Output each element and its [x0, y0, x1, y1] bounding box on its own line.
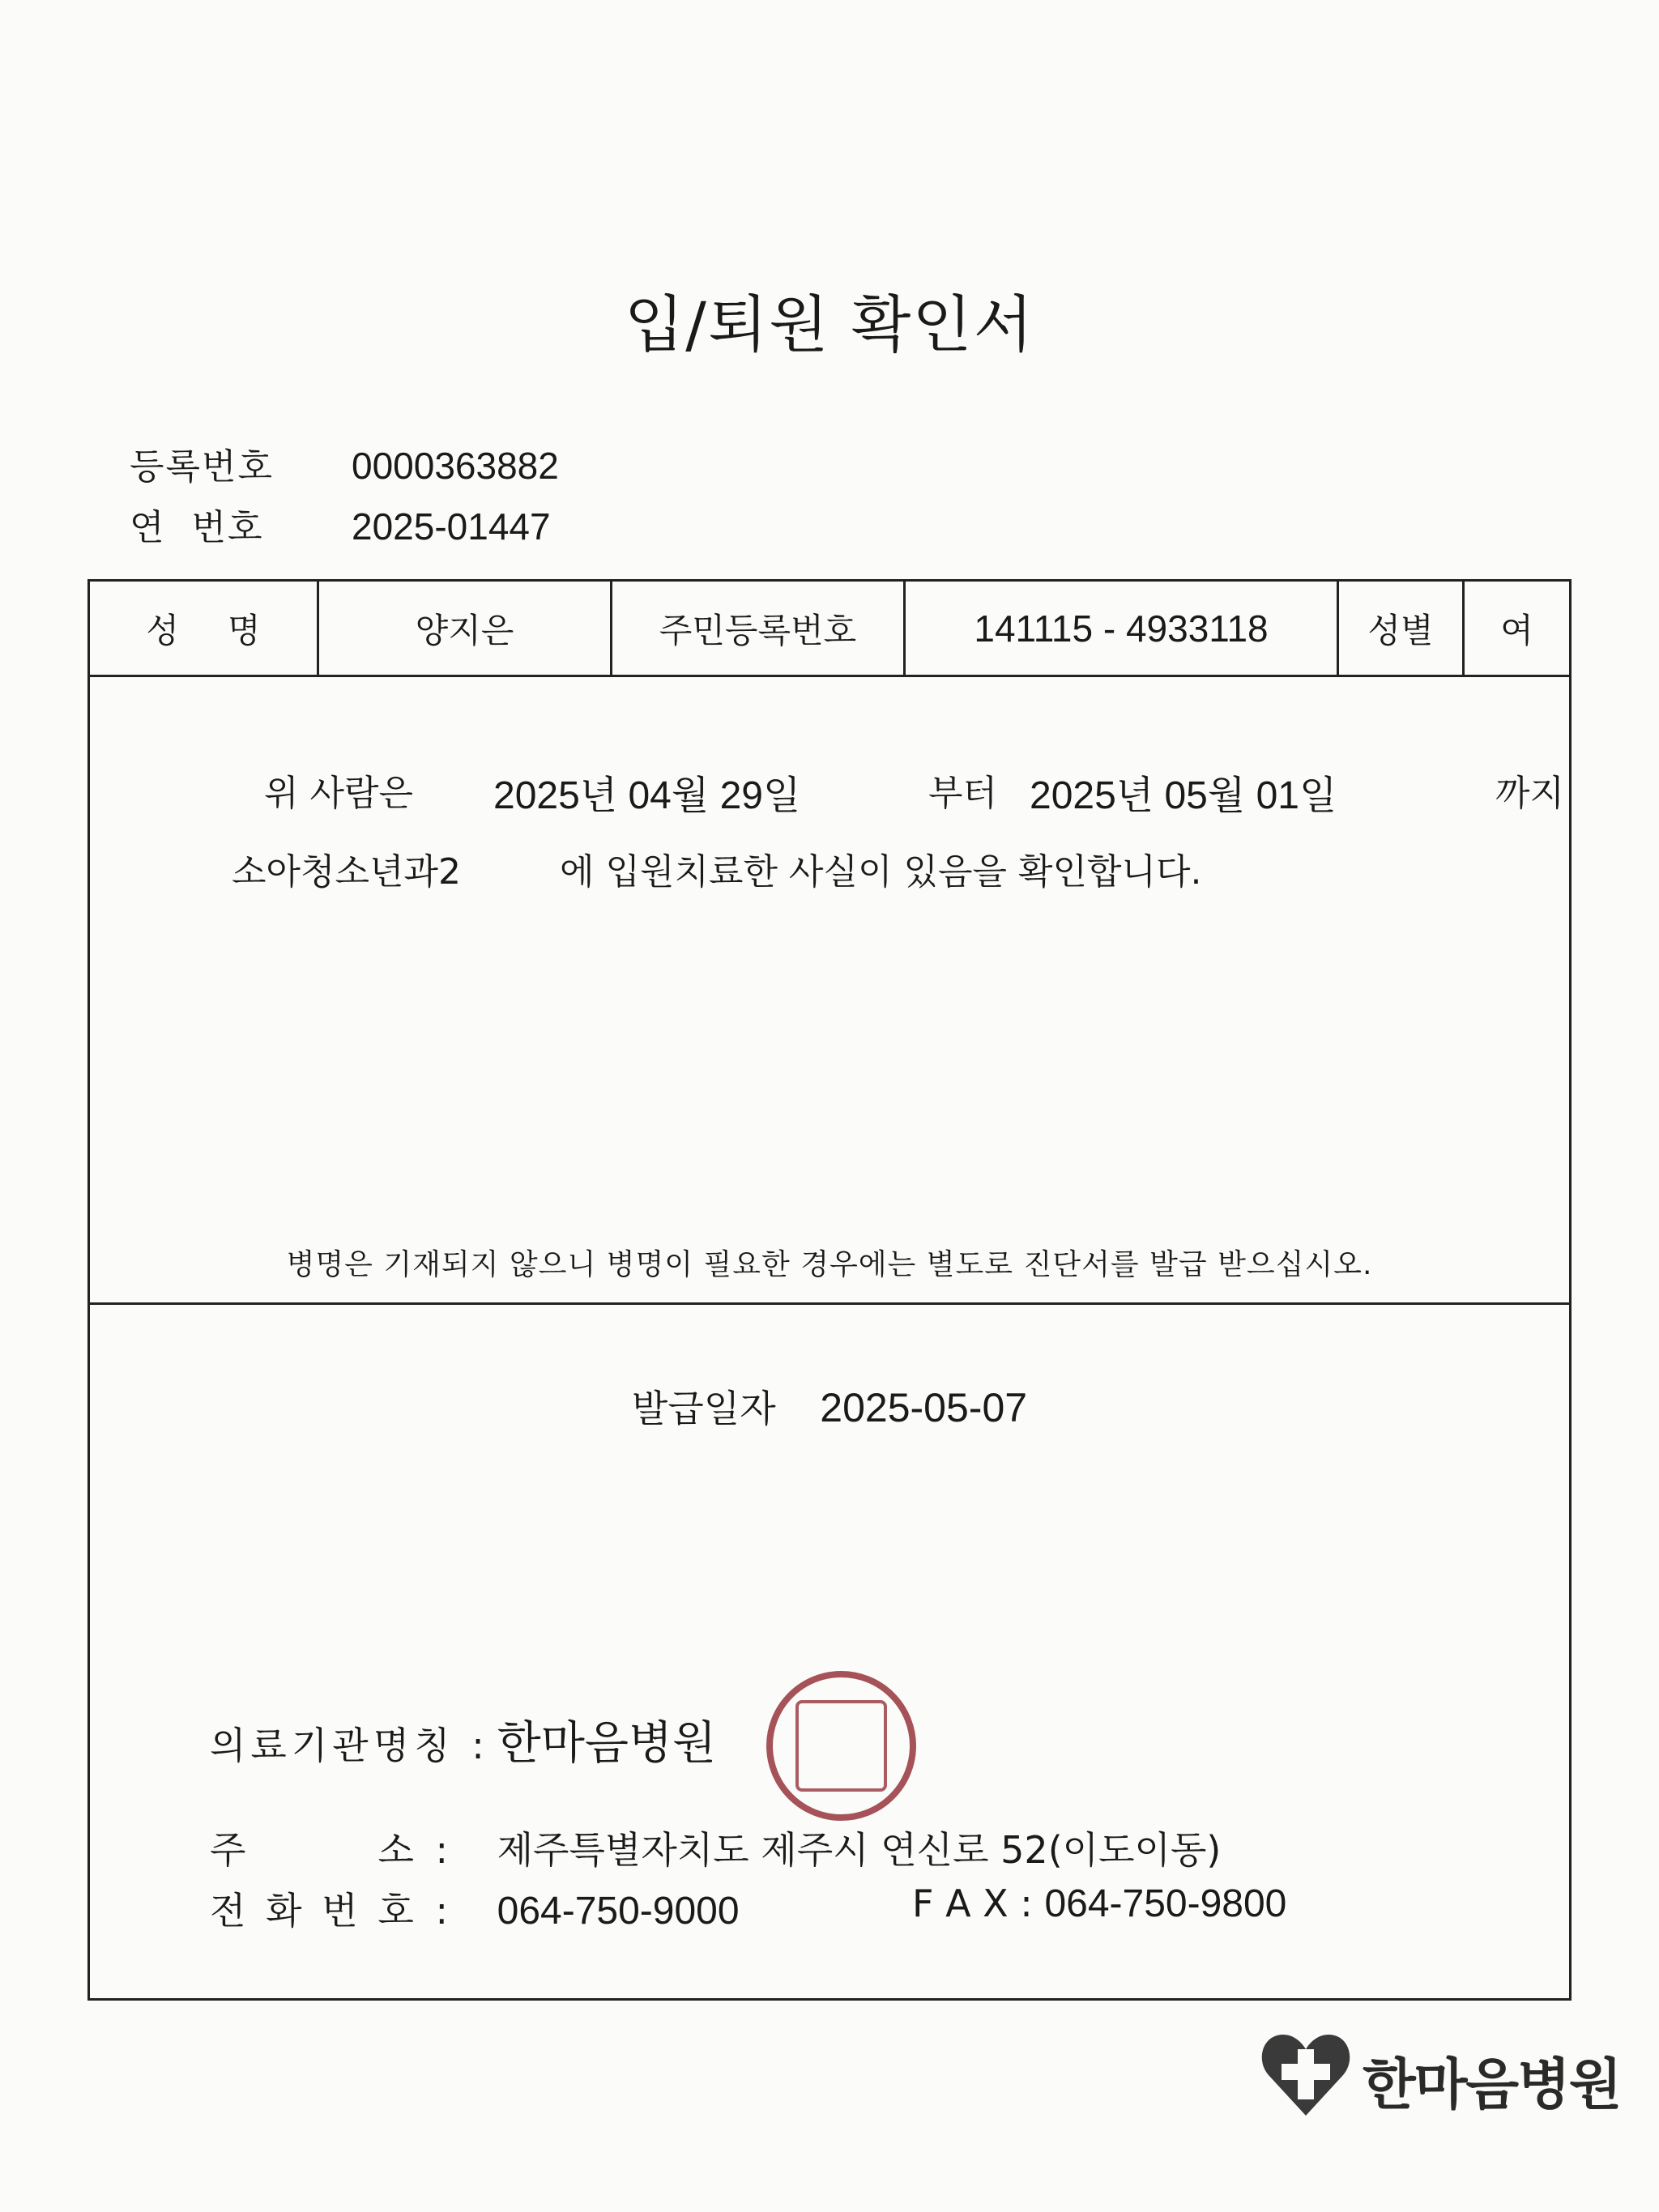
registration-number-label: 등록번호: [130, 446, 275, 488]
institution-name-row: [210, 1707, 716, 1772]
fax-label: F A X :: [912, 1882, 1033, 1925]
seal-inner-square: [795, 1700, 887, 1792]
discharge-date: 2025년 05월 01일: [1030, 774, 1337, 817]
address-label-a: 주: [210, 1828, 251, 1872]
to-word: 까지: [1495, 773, 1565, 814]
sex-value: 여: [1500, 610, 1533, 650]
address-label: [210, 1821, 485, 1874]
hospital-heart-cross-icon: [1257, 2025, 1354, 2122]
sex-label: 성별: [1339, 582, 1465, 675]
registration-number-value: 0000363882: [352, 445, 559, 487]
institution-name-label: 의료기관명칭 :: [210, 1724, 489, 1767]
phone-label-spread: [210, 1882, 453, 1935]
section-divider: [90, 1302, 1569, 1305]
name-label: 성명: [90, 582, 319, 675]
rrn-value: 141115 - 4933118: [906, 582, 1339, 675]
phone-label-4: 호 :: [377, 1889, 453, 1933]
confirmation-statement: 에 입원치료한 사실이 있음을 확인합니다.: [560, 851, 1202, 893]
serial-number-label: 연 번호: [130, 507, 264, 548]
logo-text: 한마음병원: [1363, 2053, 1621, 2117]
institution-phone-row: [210, 1882, 740, 1935]
serial-number-value: 2025-01447: [352, 505, 551, 548]
document-title: 입/퇴원 확인서: [624, 288, 1035, 360]
institution-address-row: [210, 1821, 1221, 1874]
phone-number: 064-750-9000: [497, 1890, 740, 1933]
certificate-frame: [87, 579, 1572, 2001]
official-seal-stamp: [766, 1671, 916, 1821]
serial-number-row: [130, 498, 551, 550]
department-name: 소아청소년과2: [232, 851, 462, 893]
fax-number: 064-750-9800: [1044, 1882, 1287, 1925]
diagnosis-notice: 병명은 기재되지 않으니 병명이 필요한 경우에는 별도로 진단서를 발급 받으십시오.: [286, 1248, 1373, 1281]
admission-date: 2025년 04월 29일: [493, 774, 801, 817]
address-label-spread: [210, 1821, 453, 1874]
statement-prefix: 위 사람은: [264, 773, 414, 814]
phone-label-1: 전: [210, 1889, 251, 1933]
institution-name: 한마음병원: [497, 1717, 717, 1770]
institution-address: 제주특별자치도 제주시 연신로 52(이도이동): [497, 1828, 1222, 1872]
phone-label-2: 화: [266, 1889, 307, 1933]
issue-date-row: [90, 1379, 1569, 1433]
issue-date-value: 2025-05-07: [820, 1385, 1028, 1430]
patient-name: 양지은: [319, 582, 612, 675]
phone-label-3: 번: [322, 1889, 363, 1933]
from-word: 부터: [928, 773, 998, 814]
patient-info-table: [90, 582, 1569, 677]
address-label-b: 소 :: [377, 1828, 453, 1872]
hospital-logo: [1257, 2025, 1621, 2122]
rrn-label: 주민등록번호: [612, 582, 906, 675]
phone-label: [210, 1882, 485, 1935]
issue-date-label: 발급일자: [631, 1387, 776, 1430]
registration-number-row: [130, 437, 559, 489]
fax-row: [912, 1882, 1286, 1926]
